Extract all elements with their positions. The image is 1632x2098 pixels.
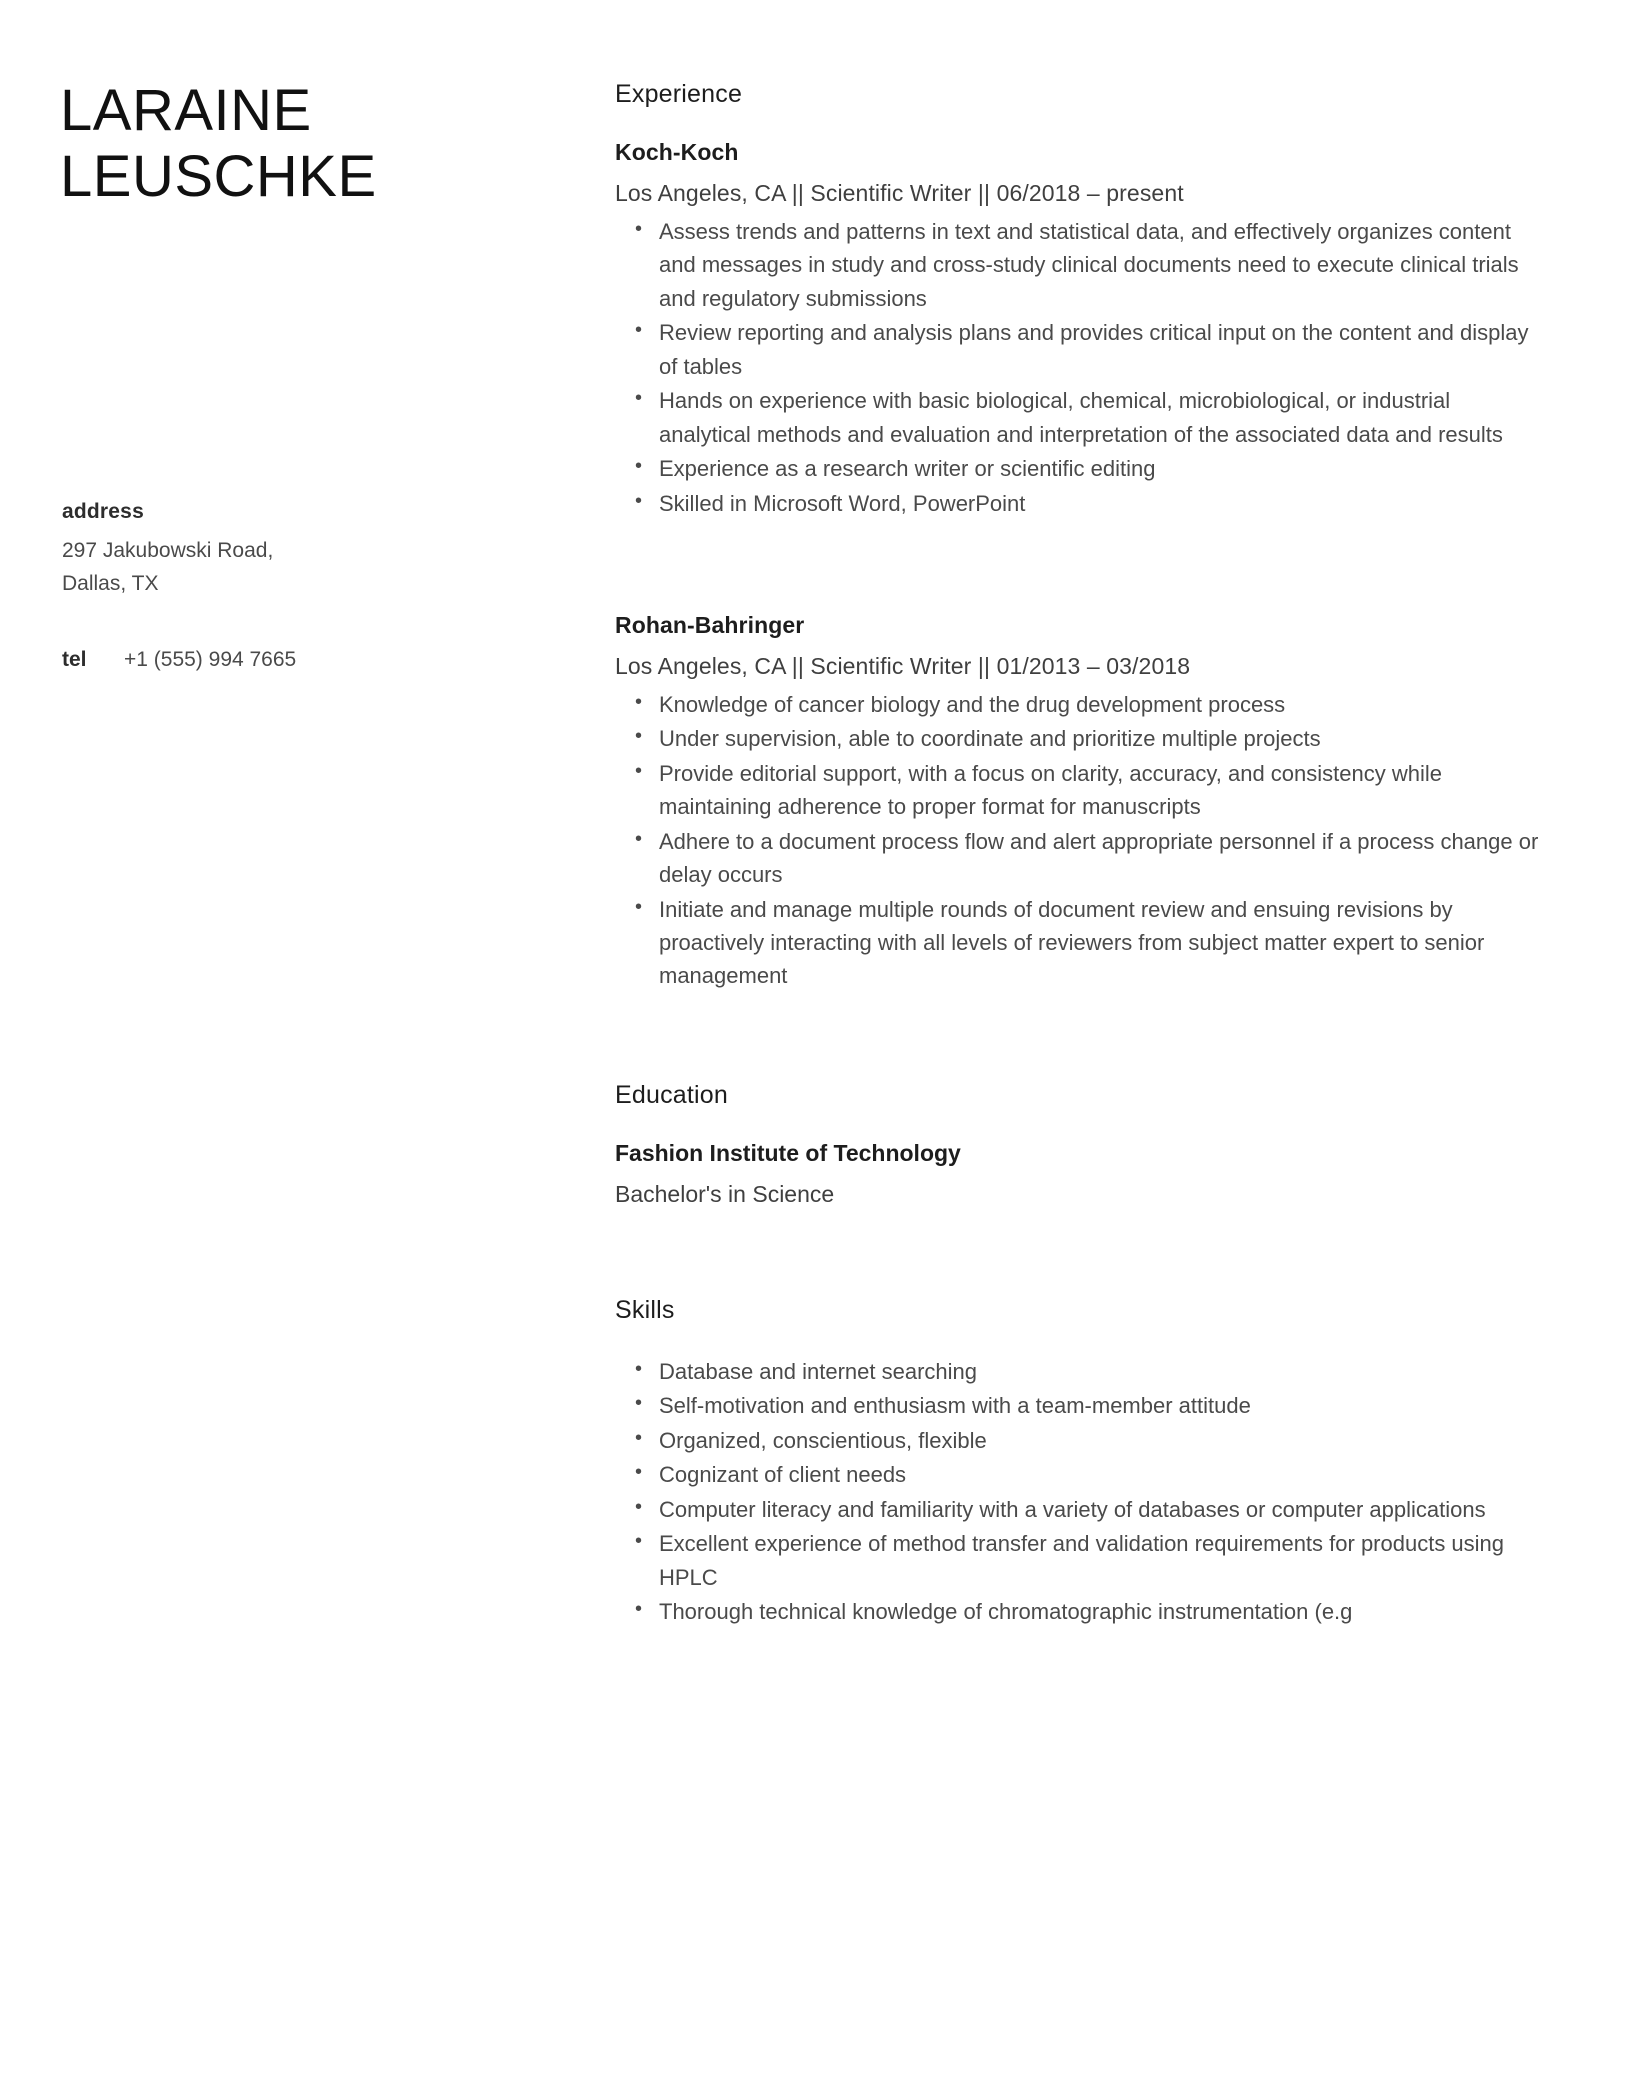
list-item: • Provide editorial support, with a focus on clarity, accuracy, and consistency while maintaining adherence to proper format for manuscripts <box>657 757 1542 824</box>
list-item: • Review reporting and analysis plans and provides critical input on the content and display of tables <box>657 316 1542 383</box>
list-item: • Experience as a research writer or scientific editing <box>657 452 1542 485</box>
address-label: address <box>62 500 144 524</box>
tel-value: +1 (555) 994 7665 <box>124 648 297 672</box>
list-item: • Assess trends and patterns in text and statistical data, and effectively organizes content and messages in study and cross-study clinical documents need to execute clinical trials and regulatory submissions <box>657 215 1542 315</box>
spacer <box>615 560 1542 612</box>
name-first: LARAINE <box>60 78 312 143</box>
list-item: • Computer literacy and familiarity with a variety of databases or computer applications <box>657 1493 1542 1526</box>
contact-block <box>62 500 605 672</box>
list-item: • Initiate and manage multiple rounds of document review and ensuing revisions by proactively interacting with all levels of reviewers from subject matter expert to senior management <box>657 893 1542 993</box>
list-item: • Database and internet searching <box>657 1355 1542 1388</box>
list-item: • Under supervision, able to coordinate and prioritize multiple projects <box>657 722 1542 755</box>
list-item: • Cognizant of client needs <box>657 1458 1542 1491</box>
list-item: • Thorough technical knowledge of chromatographic instrumentation (e.g <box>657 1595 1542 1628</box>
experience-meta: Los Angeles, CA || Scientific Writer || 06/2018 – present <box>615 180 1184 206</box>
address-line-1: 297 Jakubowski Road, <box>62 539 274 563</box>
list-item: • Organized, conscientious, flexible <box>657 1424 1542 1457</box>
address-line-2: Dallas, TX <box>62 571 159 595</box>
experience-bullet-list <box>615 215 1542 520</box>
candidate-name <box>60 78 605 210</box>
list-item: • Knowledge of cancer biology and the drug development process <box>657 688 1542 721</box>
experience-meta: Los Angeles, CA || Scientific Writer || 01/2013 – 03/2018 <box>615 652 1191 679</box>
right-column <box>605 60 1552 1629</box>
skills-bullet-list <box>615 1355 1542 1629</box>
list-item: • Excellent experience of method transfer and validation requirements for products using HPLC <box>657 1527 1542 1594</box>
list-item: • Skilled in Microsoft Word, PowerPoint <box>657 487 1542 520</box>
telephone-row <box>62 648 605 672</box>
experience-entry <box>615 612 1542 993</box>
name-last: LEUSCHKE <box>60 144 377 210</box>
tel-label: tel <box>62 648 87 672</box>
education-school: Fashion Institute of Technology <box>615 1139 961 1166</box>
list-item: • Self-motivation and enthusiasm with a team-member attitude <box>657 1389 1542 1422</box>
experience-company: Koch-Koch <box>615 139 739 165</box>
list-item: • Hands on experience with basic biological, chemical, microbiological, or industrial analytical methods and evaluation and interpretation of the associated data and results <box>657 384 1542 451</box>
experience-bullet-list <box>615 688 1542 993</box>
education-degree: Bachelor's in Science <box>615 1180 835 1207</box>
education-entry <box>615 1140 1542 1208</box>
section-title-experience: Experience <box>615 80 743 108</box>
list-item: • Adhere to a document process flow and alert appropriate personnel if a process change or delay occurs <box>657 825 1542 892</box>
section-title-skills: Skills <box>615 1295 675 1324</box>
experience-entry <box>615 139 1542 520</box>
experience-company: Rohan-Bahringer <box>615 611 805 638</box>
left-column <box>60 60 605 672</box>
section-title-education: Education <box>615 1080 728 1109</box>
